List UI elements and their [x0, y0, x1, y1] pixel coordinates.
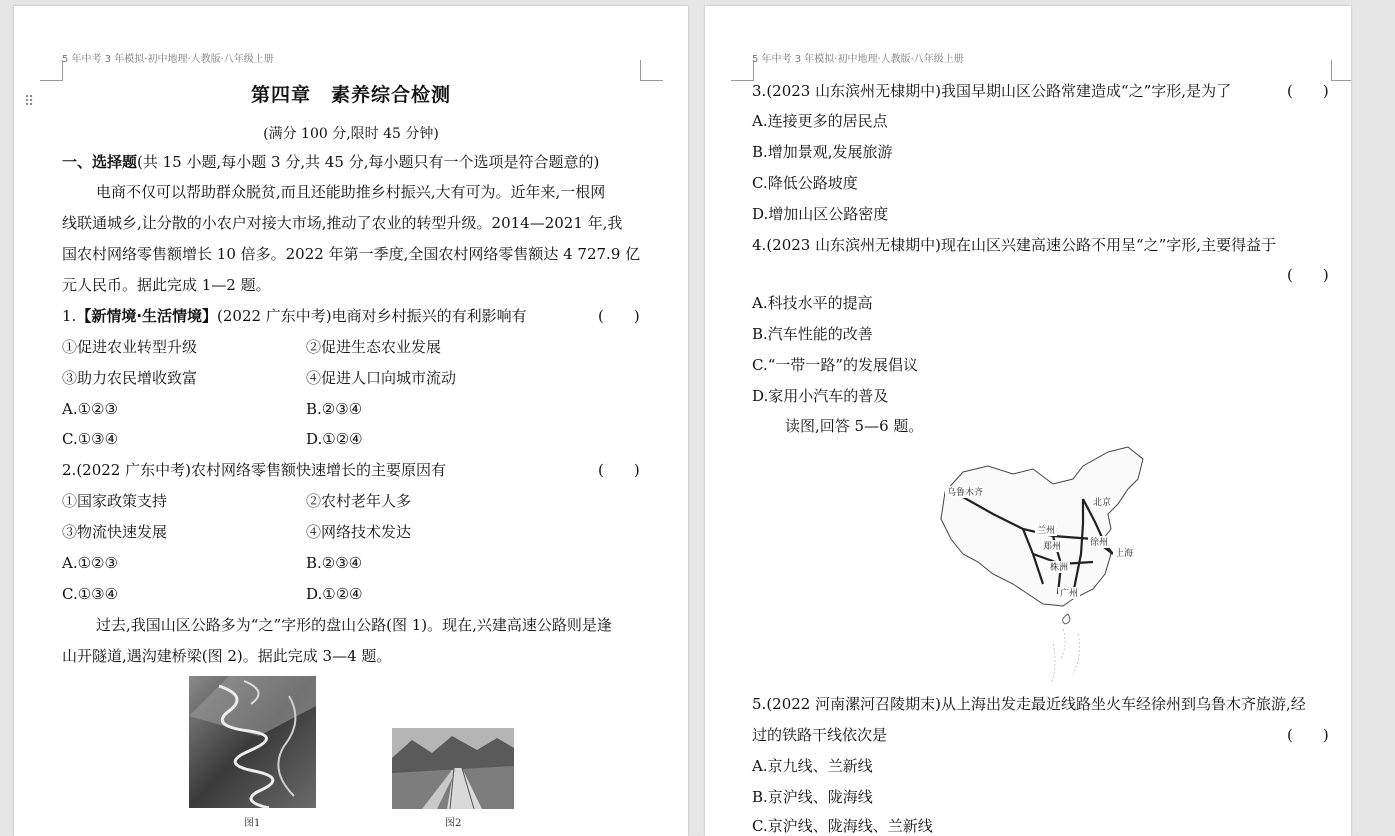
crop-mark — [731, 60, 754, 81]
railway-map — [933, 444, 1148, 689]
option-b: B.②③④ — [306, 400, 363, 418]
answer-blank: ( ) — [1287, 266, 1329, 284]
drag-handle-icon[interactable]: ⠿ — [24, 94, 35, 110]
statement-item: ④促进人口向城市流动 — [306, 369, 457, 387]
question-3 — [752, 81, 1231, 101]
option-d: D.①②④ — [306, 430, 363, 448]
question-number: 5. — [752, 695, 767, 713]
question-source: (2022 广东中考) — [76, 461, 191, 479]
crop-mark — [1331, 60, 1351, 81]
option-c: C.京沪线、陇海线、兰新线 — [752, 817, 933, 835]
option-b: B.增加景观,发展旅游 — [752, 143, 893, 161]
option-a: A.①②③ — [62, 400, 118, 418]
option-b: B.②③④ — [306, 554, 363, 572]
question-source: (2022 广东中考) — [217, 307, 332, 325]
winding-road-image — [189, 676, 316, 808]
answer-blank: ( ) — [598, 461, 640, 479]
statement-item: ①促进农业转型升级 — [62, 338, 198, 356]
map-label-zhengzhou: 郑州 — [1043, 542, 1062, 552]
map-label-xuzhou: 徐州 — [1090, 538, 1109, 548]
statement-item: ③物流快速发展 — [62, 523, 168, 541]
question-tag: 【新情境·生活情境】 — [76, 307, 218, 325]
option-c: C.①③④ — [62, 585, 119, 603]
question-source: (2023 山东滨州无棣期中) — [766, 82, 941, 100]
china-railway-map-image — [933, 444, 1148, 689]
question-5 — [752, 694, 1306, 714]
question-text: 农村网络零售额快速增长的主要原因有 — [190, 461, 446, 479]
statement-item: ①国家政策支持 — [62, 492, 168, 510]
question-text: 电商对乡村振兴的有利影响有 — [331, 307, 527, 325]
chapter-title: 第四章 素养综合检测 — [250, 84, 451, 106]
question-1 — [62, 306, 527, 326]
figure-1-caption: 图1 — [244, 818, 261, 829]
running-header: 5 年中考 3 年模拟·初中地理·人教版·八年级上册 — [62, 54, 274, 65]
statement-item: ②促进生态农业发展 — [306, 338, 442, 356]
question-5-continued: 过的铁路干线依次是 — [752, 726, 888, 744]
highway-bridge-image — [392, 728, 514, 809]
map-label-beijing: 北京 — [1093, 498, 1112, 508]
map-label-lanzhou: 兰州 — [1037, 526, 1056, 536]
question-text: 我国早期山区公路常建造成“之”字形,是为了 — [940, 82, 1232, 100]
option-a: A.科技水平的提高 — [752, 294, 873, 312]
question-number: 3. — [752, 82, 767, 100]
figure-1-photo — [189, 676, 316, 808]
question-number: 1. — [62, 307, 77, 325]
map-intro: 读图,回答 5—6 题。 — [785, 417, 924, 435]
answer-blank: ( ) — [1287, 726, 1329, 744]
intro-line: 线联通城乡,让分散的小农户对接大市场,推动了农业的转型升级。2014—2021 年,我 — [62, 214, 623, 232]
option-d: D.增加山区公路密度 — [752, 205, 889, 223]
exam-info: (满分 100 分,限时 45 分钟) — [263, 126, 439, 142]
section-heading — [62, 152, 599, 172]
question-number: 2. — [62, 461, 77, 479]
option-b: B.汽车性能的改善 — [752, 325, 873, 343]
option-b: B.京沪线、陇海线 — [752, 788, 873, 806]
document-page-left — [14, 6, 688, 836]
question-4 — [752, 235, 1276, 255]
option-c: C.“一带一路”的发展倡议 — [752, 356, 919, 374]
crop-mark — [40, 60, 63, 81]
section-title: 一、选择题 — [62, 153, 138, 171]
option-d: D.①②④ — [306, 585, 363, 603]
question-text: 现在山区兴建高速公路不用呈“之”字形,主要得益于 — [940, 236, 1277, 254]
figure-2-caption: 图2 — [445, 818, 462, 829]
document-page-right — [705, 6, 1351, 836]
option-c: C.①③④ — [62, 430, 119, 448]
answer-blank: ( ) — [598, 307, 640, 325]
statement-item: ③助力农民增收致富 — [62, 369, 198, 387]
question-source: (2023 山东滨州无棣期中) — [766, 236, 941, 254]
crop-mark — [640, 60, 663, 81]
option-a: A.京九线、兰新线 — [752, 757, 873, 775]
statement-item: ②农村老年人多 — [306, 492, 412, 510]
passage-line: 过去,我国山区公路多为“之”字形的盘山公路(图 1)。现在,兴建高速公路则是逢 — [96, 616, 612, 634]
question-2 — [62, 460, 446, 480]
map-label-shanghai: 上海 — [1115, 549, 1134, 559]
option-c: C.降低公路坡度 — [752, 174, 858, 192]
option-a: A.①②③ — [62, 554, 118, 572]
intro-line: 元人民币。据此完成 1—2 题。 — [62, 276, 271, 294]
answer-blank: ( ) — [1287, 82, 1329, 100]
map-label-guangzhou: 广州 — [1060, 589, 1079, 599]
running-header: 5 年中考 3 年模拟·初中地理·人教版·八年级上册 — [752, 54, 964, 65]
question-number: 4. — [752, 236, 767, 254]
question-text: 从上海出发走最近线路坐火车经徐州到乌鲁木齐旅游,经 — [940, 695, 1306, 713]
map-label-urumqi: 乌鲁木齐 — [947, 488, 984, 498]
section-note: (共 15 小题,每小题 3 分,共 45 分,每小题只有一个选项是符合题意的) — [137, 153, 600, 171]
question-source: (2022 河南漯河召陵期末) — [766, 695, 941, 713]
intro-line: 国农村网络零售额增长 10 倍多。2022 年第一季度,全国农村网络零售额达 4 727.9 亿 — [62, 245, 641, 263]
passage-line: 山开隧道,遇沟建桥梁(图 2)。据此完成 3—4 题。 — [62, 647, 392, 665]
intro-line: 电商不仅可以帮助群众脱贫,而且还能助推乡村振兴,大有可为。近年来,一根网 — [96, 183, 606, 201]
figure-2-photo — [392, 728, 514, 809]
map-label-zhuzhou: 株洲 — [1050, 563, 1069, 573]
statement-item: ④网络技术发达 — [306, 523, 412, 541]
option-a: A.连接更多的居民点 — [752, 112, 888, 130]
option-d: D.家用小汽车的普及 — [752, 387, 889, 405]
